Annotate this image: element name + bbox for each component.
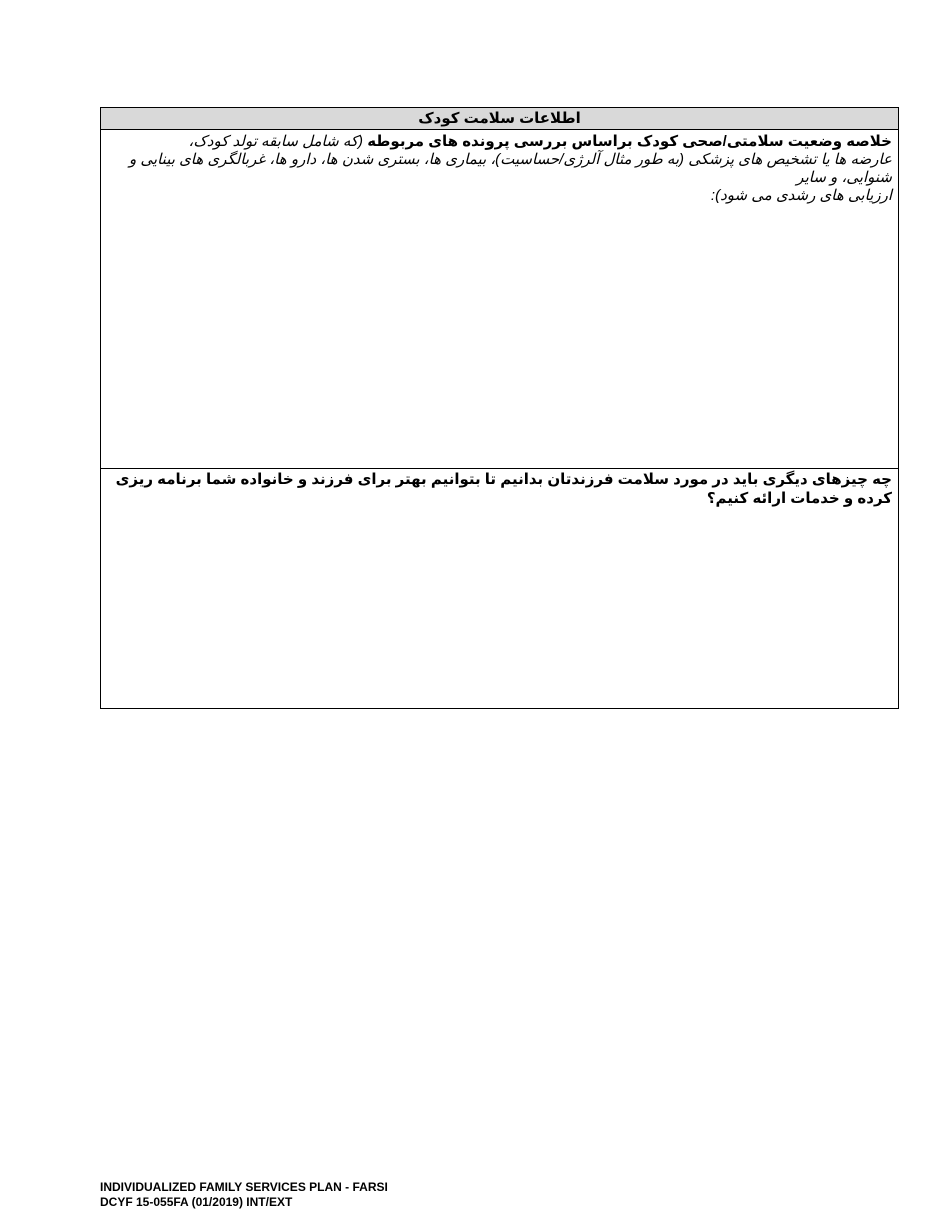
- footer-form-number: DCYF 15-055FA (01/2019) INT/EXT: [100, 1195, 293, 1209]
- additional-health-section: [101, 469, 898, 708]
- health-summary-prompt: [109, 132, 892, 151]
- health-summary-prompt-italic: (که شامل سابقه تولد کودک،: [188, 133, 368, 150]
- health-summary-prompt-bold: خلاصه وضعیت سلامتی/صحی کودک براساس بررسی پرونده های مربوطه: [367, 133, 892, 150]
- footer-form-title: INDIVIDUALIZED FAMILY SERVICES PLAN - FARSI: [100, 1180, 388, 1194]
- child-health-info-form: [100, 107, 899, 709]
- health-summary-prompt-end: ارزیابی های رشدی می شود):: [710, 187, 892, 204]
- form-footer: [100, 1180, 388, 1210]
- form-header-title: اطلاعات سلامت کودک: [101, 108, 898, 130]
- health-summary-section: [101, 130, 898, 469]
- health-summary-prompt-details: عارضه ها یا تشخیص های پزشکی (به طور مثال آلرژی/حساسیت)، بیماری ها، بستری شدن ها، دارو ها، غربالگری های بینایی و شنوایی، و سایر: [129, 151, 892, 186]
- additional-health-prompt: چه چیزهای دیگری باید در مورد سلامت فرزندتان بدانیم تا بتوانیم بهتر برای فرزند و خانواده شما برنامه ریزی کرده و خدمات ارائه کنیم؟: [115, 471, 892, 507]
- additional-health-answer-area[interactable]: [109, 508, 892, 698]
- health-summary-answer-area[interactable]: [109, 205, 892, 455]
